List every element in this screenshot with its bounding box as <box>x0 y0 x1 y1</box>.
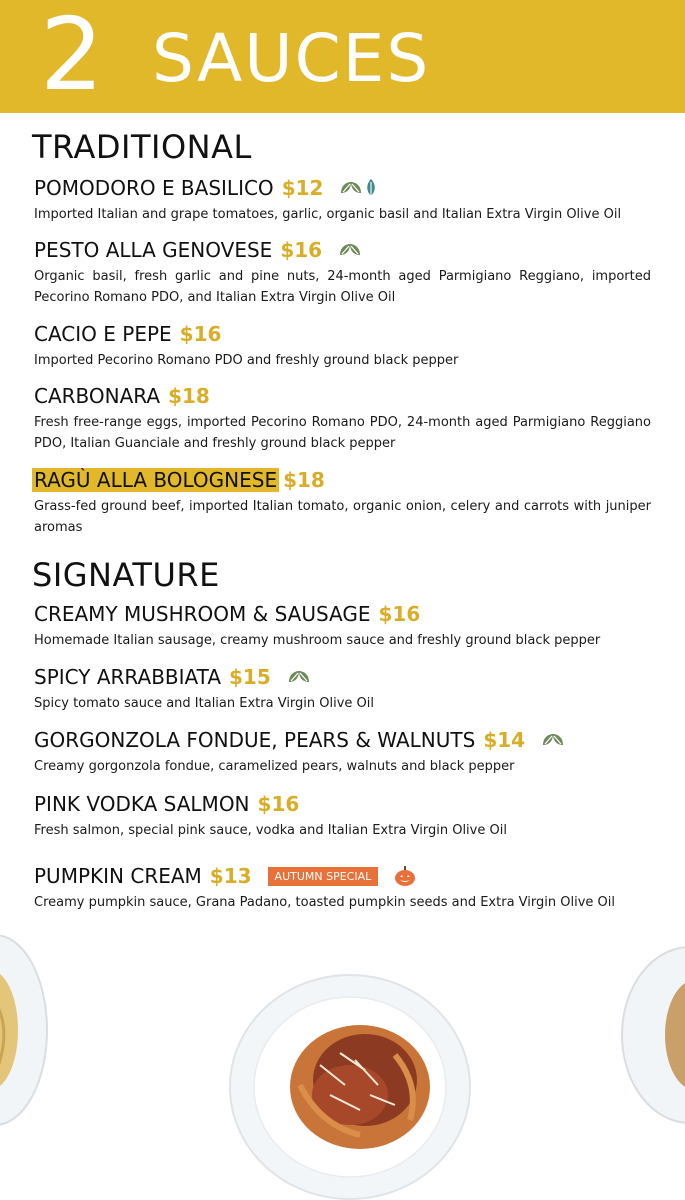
menu-item <box>34 663 651 714</box>
item-name: CREAMY MUSHROOM & SAUSAGE <box>34 602 371 626</box>
pasta-plate-left <box>0 935 47 1125</box>
section-title-traditional: TRADITIONAL <box>32 128 252 166</box>
item-name-highlighted: RAGÙ ALLA BOLOGNESE <box>34 468 278 492</box>
menu-item <box>34 320 651 371</box>
autumn-special-badge: AUTUMN SPECIAL <box>268 867 379 886</box>
menu-item <box>34 236 651 308</box>
item-price: $16 <box>179 322 222 346</box>
menu-item <box>34 790 651 841</box>
menu-item <box>34 726 651 777</box>
item-name: PESTO ALLA GENOVESE <box>34 238 273 262</box>
item-description: Fresh free-range eggs, imported Pecorino Romano PDO, 24-month aged Parmigiano Reggiano PDO, Italian Guanciale and freshly ground black pepper <box>34 415 651 451</box>
item-name: CARBONARA <box>34 384 161 408</box>
item-description: Imported Pecorino Romano PDO and freshly ground black pepper <box>34 353 459 368</box>
item-price: $16 <box>280 238 323 262</box>
menu-item <box>34 600 651 651</box>
item-description: Homemade Italian sausage, creamy mushroom sauce and freshly ground black pepper <box>34 633 601 648</box>
item-name: POMODORO E BASILICO <box>34 176 274 200</box>
menu-item <box>34 466 651 538</box>
item-price: $12 <box>281 176 324 200</box>
menu-item <box>34 382 651 454</box>
item-price: $18 <box>168 384 210 408</box>
menu-item <box>34 862 651 913</box>
item-name: PINK VODKA SALMON <box>34 792 250 816</box>
item-description: Spicy tomato sauce and Italian Extra Virgin Olive Oil <box>34 696 375 711</box>
vegetarian-leaf-icon <box>541 731 565 749</box>
item-description: Creamy gorgonzola fondue, caramelized pears, walnuts and black pepper <box>34 759 515 774</box>
vegetarian-leaf-icon <box>338 241 362 259</box>
page-header <box>0 0 685 113</box>
item-description: Fresh salmon, special pink sauce, vodka and Italian Extra Virgin Olive Oil <box>34 823 507 838</box>
section-title-signature: SIGNATURE <box>32 556 220 594</box>
item-name: PUMPKIN CREAM <box>34 864 202 888</box>
item-price: $16 <box>378 602 421 626</box>
pasta-plate-center <box>230 975 470 1199</box>
vegetarian-leaf-icon <box>287 668 311 686</box>
item-description: Creamy pumpkin sauce, Grana Padano, toasted pumpkin seeds and Extra Virgin Olive Oil <box>34 895 615 910</box>
pasta-plates-image <box>0 935 685 1200</box>
vegetarian-leaf-icon <box>339 179 363 197</box>
vegan-leaf-icon <box>365 178 377 198</box>
pasta-plate-right <box>622 947 685 1123</box>
item-description: Organic basil, fresh garlic and pine nuts, 24-month aged Parmigiano Reggiano, imported Pecorino Romano PDO, and Italian Extra Virgin Olive Oil <box>34 269 651 305</box>
item-description: Imported Italian and grape tomatoes, garlic, organic basil and Italian Extra Virgin Olive Oil <box>34 207 622 222</box>
section-number: 2 <box>40 0 104 113</box>
item-price: $18 <box>283 468 325 492</box>
item-price: $15 <box>229 665 271 689</box>
item-name: CACIO E PEPE <box>34 322 172 346</box>
item-price: $14 <box>483 728 526 752</box>
page-title: SAUCES <box>152 20 431 97</box>
item-name: SPICY ARRABBIATA <box>34 665 222 689</box>
pumpkin-icon <box>394 865 416 887</box>
item-price: $13 <box>209 864 252 888</box>
menu-item <box>34 174 651 225</box>
item-description: Grass-fed ground beef, imported Italian tomato, organic onion, celery and carrots with juniper aromas <box>34 499 651 535</box>
item-name: GORGONZOLA FONDUE, PEARS & WALNUTS <box>34 728 476 752</box>
item-price: $16 <box>257 792 300 816</box>
